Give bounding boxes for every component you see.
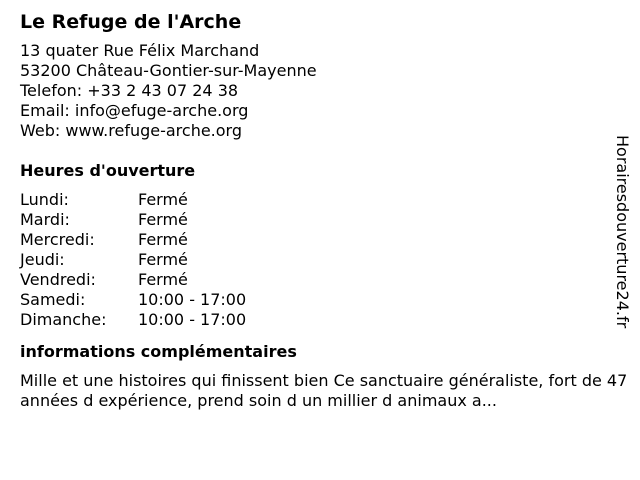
web-label: Web: <box>20 121 61 140</box>
hours-value: Fermé <box>138 210 188 229</box>
additional-info-text: Mille et une histoires qui finissent bien Ce sanctuaire généraliste, fort de 47 années d expérience, prend soin d un millier d animaux a... <box>20 371 628 410</box>
phone-number[interactable]: +33 2 43 07 24 38 <box>87 81 239 100</box>
hours-value: Fermé <box>138 230 188 249</box>
phone-row <box>20 81 620 101</box>
hours-row-thursday <box>20 250 246 270</box>
web-row <box>20 121 620 141</box>
email-label: Email: <box>20 101 70 120</box>
web-link[interactable]: www.refuge-arche.org <box>65 121 243 140</box>
address-street: 13 quater Rue Félix Marchand <box>20 41 260 60</box>
hours-row-tuesday <box>20 210 246 230</box>
opening-hours-title: Heures d'ouverture <box>20 161 196 180</box>
hours-value: Fermé <box>138 270 188 289</box>
hours-day: Dimanche: <box>20 310 107 329</box>
hours-day: Mercredi: <box>20 230 95 249</box>
brand-watermark[interactable]: Horairesdouverture24.fr <box>613 135 632 329</box>
hours-value: Fermé <box>138 190 188 209</box>
hours-day: Lundi: <box>20 190 69 209</box>
hours-row-saturday <box>20 290 246 310</box>
hours-value: 10:00 - 17:00 <box>138 310 247 329</box>
hours-day: Jeudi: <box>20 250 65 269</box>
place-name: Le Refuge de l'Arche <box>20 11 242 33</box>
address-city: 53200 Château-Gontier-sur-Mayenne <box>20 61 317 80</box>
hours-day: Samedi: <box>20 290 86 309</box>
hours-row-monday <box>20 190 246 210</box>
phone-label: Telefon: <box>20 81 83 100</box>
email-address[interactable]: info@efuge-arche.org <box>74 101 249 120</box>
hours-day: Vendredi: <box>20 270 96 289</box>
hours-row-sunday <box>20 310 246 330</box>
hours-row-friday <box>20 270 246 290</box>
opening-hours-table <box>20 190 246 330</box>
email-row <box>20 101 620 121</box>
hours-value: Fermé <box>138 250 188 269</box>
additional-info-title: informations complémentaires <box>20 342 297 361</box>
hours-row-wednesday <box>20 230 246 250</box>
hours-day: Mardi: <box>20 210 70 229</box>
hours-value: 10:00 - 17:00 <box>138 290 247 309</box>
